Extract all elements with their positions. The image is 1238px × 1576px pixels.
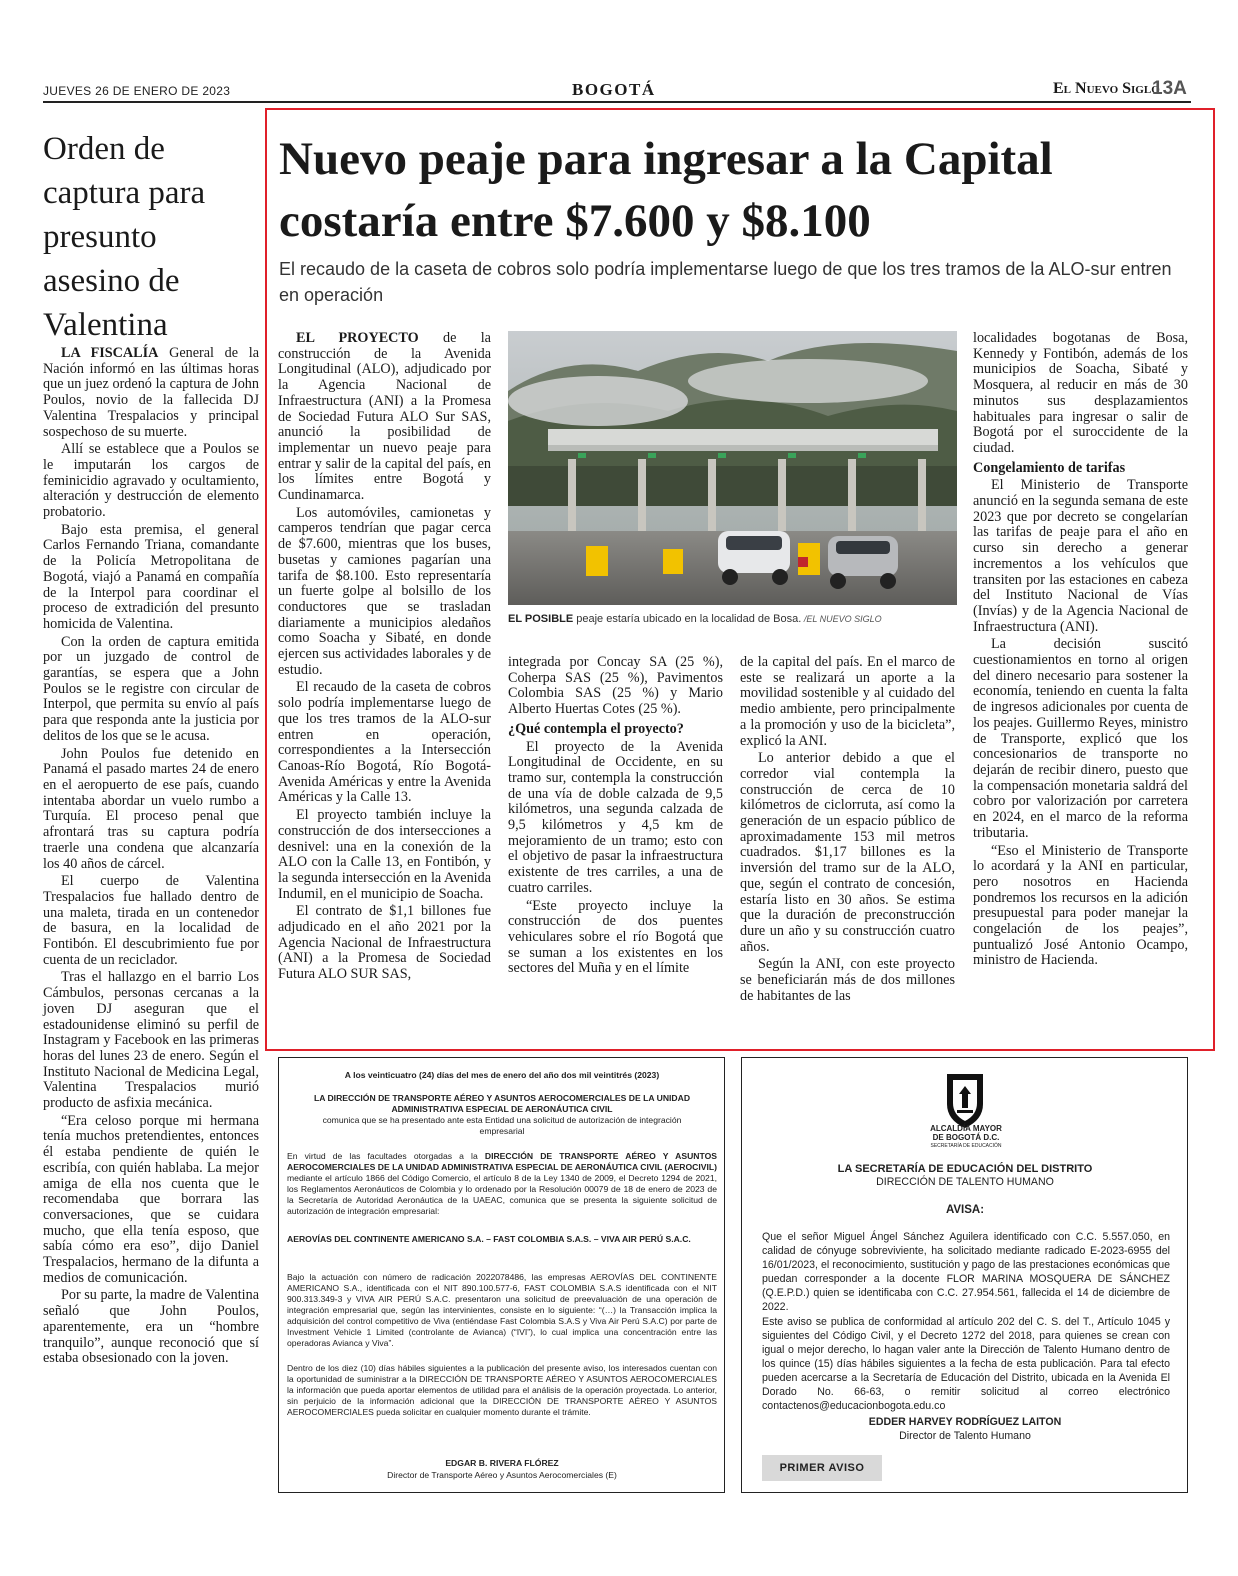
logo-line-1: ALCALDÍA MAYOR [930, 1124, 1002, 1133]
main-deck: El recaudo de la caseta de cobros solo podría implementarse luego de que los tres tramos de la ALO-sur entren en operación [279, 259, 1172, 305]
paragraph-text: Con la orden de captura emitida por un juzgado de control de garantías, se espera que a John Poulos se le registre con circular de Interpol, que permita su envío al país para que responda ante la justicia por delitos de los que se le acusa. [43, 633, 259, 744]
notice-education-paragraph-1: Que el señor Miguel Ángel Sánchez Aguilera identificado con C.C. 5.557.050, en calidad de cónyuge sobreviviente, ha solicitado mediante radicado E-2023-6955 del 16/01/2023, el reconocimiento, sustitución y pago de las prestaciones económicas que puedan corresponder a la docente FLOR MARINA MOSQUERA DE SÁNCHEZ (Q.E.P.D.) quien se identificaba con C.C. 27.954.561, fallecida el 14 de diciembre de 2022. [762, 1231, 1170, 1313]
header-rule [43, 101, 1191, 103]
article-paragraph [43, 874, 259, 968]
article-paragraph [278, 506, 491, 679]
notice-paragraph-3: Dentro de los diez (10) días hábiles siguientes a la publicación del presente aviso, los interesados cuentan con la oportunidad de suministrar a la DIRECCIÓN DE TRANSPORTE AÉREO Y ASUNTOS AEROCOMERCIALES la información que pueda aportar elementos de utilidad para el análisis de la operación proyectada. Lo anterior, sin perjuicio de la información adicional que la DIRECCIÓN DE TRANSPORTE AÉREO Y ASUNTOS AEROCOMERCIALES pueda solicitar en cualquier momento durante el trámite. [287, 1363, 717, 1417]
article-paragraph [278, 904, 491, 983]
paragraph-text: de la capital del país. En el marco de este se realizará un aporte a la movilidad sostenible y al cuidado del medio ambiente, pero principalmente a la promoción y uso de la bicicleta”, explicó la ANI. [740, 654, 955, 749]
main-story-column-2 [508, 655, 723, 979]
paragraph-text: Bajo esta premisa, el general Carlos Fernando Triana, comandante de la Policía Metropolitana de Bogotá, viajó a Panamá en compañía de la Interpol para coordinar el proceso de extradición del presunto homicida de Valentina. [43, 521, 259, 632]
article-paragraph [508, 655, 723, 718]
notice-signer-title: Director de Transporte Aéreo y Asuntos Aerocomerciales (E) [387, 1470, 617, 1480]
photo-credit: /EL NUEVO SIGLO [801, 614, 882, 624]
article-paragraph [508, 899, 723, 978]
notice-entity: LA SECRETARÍA DE EDUCACIÓN DEL DISTRITO [837, 1163, 1093, 1175]
paragraph-text: de la construcción de la Avenida Longitudinal (ALO), adjudicado por la Agencia Nacional de Infraestructura (ANI) a la Promesa de Sociedad Futura ALO Sur SAS, anunció la posibilidad de implementar un nuevo peaje para entrar y salir de la capital del país, en los límites entre Bogotá y Cundinamarca. [278, 330, 491, 504]
paragraph-text: “Este proyecto incluye la construcción de dos puentes vehiculares sobre el río Bogotá que se suman a los existentes en los sectores del Muña y en el límite [508, 897, 723, 977]
subheading: Congelamiento de tarifas [973, 459, 1126, 476]
main-story-column-1 [278, 331, 491, 985]
section-name: BOGOTÁ [572, 80, 656, 99]
notice-department: DIRECCIÓN DE TALENTO HUMANO [876, 1176, 1054, 1188]
paragraph-text: Según la ANI, con este proyecto se beneficiarán más de dos millones de habitantes de las [740, 956, 955, 1004]
paragraph-text: El proyecto también incluye la construcción de dos intersecciones a desnivel: una en la conexión de la ALO con la Calle 13, en Fontibón, y la segunda intersección en la Avenida Indumil, en el municipio de Soacha. [278, 807, 491, 902]
paragraph-text: integrada por Concay SA (25 %), Coherpa SAS (25 %), Pavimentos Colombia SAS (25 %) y Mario Alberto Huertas Cotes (25 %). [508, 654, 723, 718]
main-story-column-3 [740, 655, 955, 1006]
article-paragraph [43, 1114, 259, 1287]
main-story-column-4 [973, 331, 1188, 971]
notice-authority: LA DIRECCIÓN DE TRANSPORTE AÉREO Y ASUNTOS AEROCOMERCIALES DE LA UNIDAD ADMINISTRATIVA ESPECIAL DE AERONÁUTICA CIVIL [313, 1093, 691, 1114]
article-paragraph [278, 808, 491, 902]
article-paragraph [973, 331, 1188, 457]
toll-booth-photo [508, 331, 957, 605]
aerocivil-legal-notice [278, 1057, 725, 1493]
notice-announcement: comunica que se ha presentado ante esta Entidad una solicitud de autorización de integración empresarial [322, 1115, 682, 1136]
article-paragraph [43, 747, 259, 873]
issue-date: JUEVES 26 DE ENERO DE 2023 [43, 84, 231, 98]
notice-signer: EDGAR B. RIVERA FLÓREZ [445, 1458, 559, 1468]
article-paragraph [43, 970, 259, 1111]
primer-aviso-badge: PRIMER AVISO [762, 1455, 882, 1481]
article-paragraph [43, 635, 259, 745]
page-number: 13A [1152, 78, 1187, 99]
article-paragraph [740, 957, 955, 1004]
logo-line-2: DE BOGOTÁ D.C. [932, 1133, 1000, 1142]
article-paragraph [740, 655, 955, 749]
paragraph-text: localidades bogotanas de Bosa, Kennedy y Fontibón, además de los municipios de Soacha, Sibaté y Mosquera, al reducir en más de 30 minutos sus desplazamientos habituales para ingresar o salir de Bogotá por el suroccidente de la ciudad. [973, 330, 1188, 456]
paragraph-text: Lo anterior debido a que el corredor vial contempla la construcción de cerca de 10 kilómetros de ciclorruta, así como la generación de un espacio público de aproximadamente 153 mil metros cuadrados. $1,17 billones es la inversión del tramo sur de la ALO, que, según el contrato de concesión, estaría listo en 30 años. Se estima que la duración de preconstrucción dure un año y su construcción cuatro años. [740, 750, 955, 955]
paragraph-text: “Eso el Ministerio de Transporte lo acordará y la ANI en particular, pero nosotros en Hacienda pondremos los recursos en la adición presupuestal para poder manejar la congelación de los peajes”, puntualizó José Antonio Ocampo, ministro de Hacienda. [973, 842, 1188, 969]
notice-education-signer-title: Director de Talento Humano [899, 1430, 1031, 1442]
photo-caption [508, 613, 958, 625]
notice-parties: AEROVÍAS DEL CONTINENTE AMERICANO S.A. – FAST COLOMBIA S.A.S. – VIVA AIR PERÚ S.A.C. [287, 1234, 691, 1244]
subheading: ¿Qué contempla el proyecto? [508, 720, 684, 737]
paragraph-text: La decisión suscitó cuestionamientos en torno al origen del dinero necesario para sostener la economía, teniendo en cuenta la falta de ingresos adicionales por cuenta de los peajes. Guillermo Reyes, ministro de Transporte, explicó que los concesionarios de transporte no dejarán de recibir dinero, puesto que la compensación monetaria saldrá del cobro por valorización por carretera en 2024, en el marco de la reforma tributaria. [973, 636, 1188, 841]
paragraph-text: Allí se establece que a Poulos se le imputarán los cargos de feminicidio agravado y ocultamiento, alteración y destrucción de elemento probatorio. [43, 441, 259, 521]
article-paragraph [973, 637, 1188, 841]
paragraph-text: El recaudo de la caseta de cobros solo podría implementarse luego de que los tres tramos de la ALO-sur entren en operación, correspondientes a la Intersección Canoas-Río Bogotá, Río Bogotá-Avenida Américas y entre la Avenida Américas y la Calle 13. [278, 679, 491, 806]
newspaper-name: El Nuevo Siglo [1053, 80, 1160, 97]
article-paragraph [278, 680, 491, 806]
paragraph-text: El cuerpo de Valentina Trespalacios fue hallado dentro de una maleta, tirada en un contenedor de basura, en la localidad de Fontibón. El descubrimiento fue por cuenta de un reciclador. [43, 873, 259, 968]
paragraph-text: John Poulos fue detenido en Panamá el pasado martes 24 de enero en el aeropuerto de ese país, cuando intentaba abordar un vuelo rumbo a Turquía. El proceso penal que afrontará tras su captura podría traerle una condena que alcanzaría los 40 años de cárcel. [43, 745, 259, 872]
paragraph-lead-in: LA FISCALÍA [61, 345, 159, 361]
bogota-coat-of-arms-icon [941, 1070, 989, 1130]
paragraph-text: Tras el hallazgo en el barrio Los Cámbulos, personas cercanas a la joven DJ aseguran que el estadounidense eliminó su perfil de Instagram y Facebook en las primeras horas del lunes 23 de enero. Según el Instituto Nacional de Medicina Legal, Valentina Trespalacios murió producto de asfixia mecánica. [43, 969, 259, 1112]
article-paragraph [740, 751, 955, 955]
paragraph-text: “Era celoso porque mi hermana tenía muchos pretendientes, entonces él estaba pendiente de quién le escribía, con quién hablaba. La mejor amiga de ella nos cuenta que le recomendaba que borrara las conversaciones, que se cuidara mucho, que ella tenía esposo, que sabía cómo era eso”, dijo Daniel Trespalacios, hermano de la difunta a medios de comunicación. [43, 1112, 259, 1286]
paragraph-text: El proyecto de la Avenida Longitudinal de Occidente, en su tramo sur, contempla la construcción de una vía de doble calzada de 9,5 kilómetros, una segunda calzada de 9,5 kilómetros y 4,5 km de mejoramiento de un tramo; esto con el objetivo de pasar la infraestructura existente de tres carriles, a una de cuatro carriles. [508, 738, 723, 896]
notice-paragraph-2: Bajo la actuación con número de radicación 2022078486, las empresas AEROVÍAS DEL CONTINENTE AMERICANO S.A., identificada con el NIT 890.100.577-6, FAST COLOMBIA S.A.S identificada con el NIT 900.313.349-3 y VIVA AIR PERÚ S.A.C. presentaron una solicitud de preevaluación de una operación de integración empresarial que, según las intervinientes, consiste en lo siguiente: “(…) la Transacción implica la adquisición del control competitivo de Viva (entiéndase Fast Colombia S.A.S y Viva Air Perú S.A.C) por parte de Investment Vehicle 1 Limited (controlante de Avianca) (“IVI”), lo cual implica una concentración entre las operadoras Avianca y Viva”. [287, 1272, 717, 1348]
logo-line-3: SECRETARÍA DE EDUCACIÓN [930, 1143, 1002, 1149]
article-paragraph [973, 478, 1188, 635]
paragraph-text: Los automóviles, camionetas y camperos tendrían que pagar cerca de $7.600, mientras que los buses, busetas y camiones pagarían una tarifa de $8.100. Esto representaría un fuerte golpe al bolsillo de los conductores que se trasladan diariamente a municipios aledaños como Soacha y Sibaté, en donde ejercen sus actividades laborales y de estudio. [278, 504, 491, 678]
article-paragraph [278, 331, 491, 504]
education-legal-notice [741, 1057, 1188, 1493]
article-paragraph [43, 346, 259, 440]
notice-date-line: A los veinticuatro (24) días del mes de enero del año dos mil veintitrés (2023) [344, 1070, 660, 1080]
caption-lead: EL POSIBLE [508, 613, 574, 625]
paragraph-text: Por su parte, la madre de Valentina señaló que John Poulos, aparentemente, era un “hombre tranquilo”, aunque reconoció que sí estaba obsesionado con la joven. [43, 1287, 259, 1367]
notice-education-paragraph-2: Este aviso se publica de conformidad al artículo 202 del C. S. del T., Artículo 1045 y siguientes del Código Civil, y el Decreto 1272 del 2018, para quienes se crean con igual o mejor derecho, lo hagan valer ante la Dirección de Talento Humano dentro de los quince (15) días hábiles siguientes a la fecha de esta publicación. Para tal efecto pueden acercarse a la Secretaría de Educación del Distrito, ubicada en la Avenida El Dorado No. 66-63, o remitir solicitud al correo electrónico contactenos@educacionbogota.edu.co [762, 1316, 1170, 1412]
article-paragraph [43, 442, 259, 521]
paragraph-text: El contrato de $1,1 billones fue adjudicado en el año 2021 por la Agencia Nacional de Infraestructura (ANI) a la Promesa de Sociedad Futura ALO SUR SAS, [278, 903, 491, 983]
notice-aviso-label: AVISA: [945, 1204, 985, 1216]
article-paragraph [973, 844, 1188, 970]
main-headline: Nuevo peaje para ingresar a la Capital costaría entre $7.600 y $8.100 [279, 133, 1053, 247]
article-paragraph [43, 1288, 259, 1367]
article-paragraph [508, 740, 723, 897]
paragraph-text: General de la Nación informó en las últimas horas que un juez ordenó la captura de John Poulos, novio de la fallecida DJ Valentina Trespalacios y principal sospechoso de su muerte. [43, 345, 259, 440]
paragraph-lead-in: EL PROYECTO [296, 330, 419, 346]
article-paragraph [43, 523, 259, 633]
caption-text: peaje estaría ubicado en la localidad de Bosa. [573, 613, 802, 625]
notice-paragraph-1: En virtud de las facultades otorgadas a la DIRECCIÓN DE TRANSPORTE AÉREO Y ASUNTOS AEROCOMERCIALES DE LA UNIDAD ADMINISTRATIVA ESPECIAL DE AERONÁUTICA CIVIL (AEROCIVIL) mediante el artículo 1866 del Código Comercio, el artículo 8 de la Ley 1340 de 2009, el Decreto 1294 de 2021, los Reglamentos Aeronáuticos de Colombia y lo ordenado por la Resolución 00079 de 18 de enero de 2023 de la Secretaría de Autoridad Aeronáutica de la UAEAC, comunica que se presenta la siguiente solicitud de autorización de integración empresarial: [287, 1151, 717, 1216]
notice-education-signer: EDDER HARVEY RODRÍGUEZ LAITON [868, 1416, 1062, 1428]
left-story-body [43, 346, 259, 1369]
left-story-title: Orden de captura para presunto asesino de Valentina [43, 131, 206, 343]
paragraph-text: El Ministerio de Transporte anunció en la segunda semana de este 2023 que por decreto se congelarían las tarifas de peaje para el año en curso sin derecho a generar incrementos a los vehículos que transiten por las estaciones en cabeza del Instituto Nacional de Vías (Invías) y de la Agencia Nacional de Infraestructura (ANI). [973, 477, 1188, 635]
